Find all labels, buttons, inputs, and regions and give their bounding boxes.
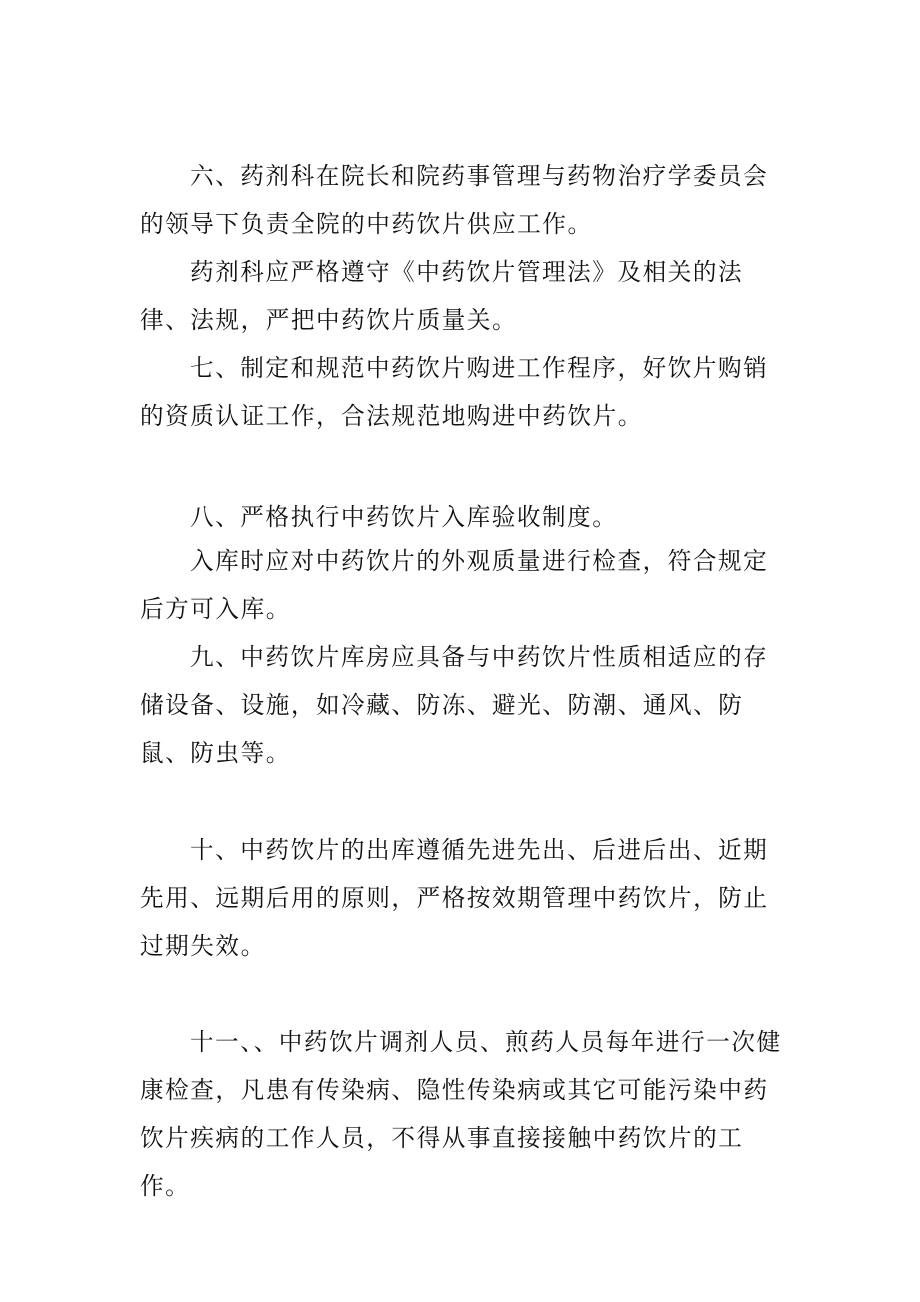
paragraph-nine: 九、中药饮片库房应具备与中药饮片性质相适应的存储设备、设施，如冷藏、防冻、避光、防潮、通风、防鼠、防虫等。 [140, 643, 769, 767]
paragraph-eleven: 十一、、中药饮片调剂人员、煎药人员每年进行一次健康检查，凡患有传染病、隐性传染病或其它可能污染中药饮片疾病的工作人员，不得从事直接接触中药饮片的工作。 [140, 1028, 782, 1200]
paragraph-eight-detail: 入库时应对中药饮片的外观质量进行检查，符合规定后方可入库。 [140, 547, 769, 623]
paragraph-ten: 十、中药饮片的出库遵循先进先出、后进后出、近期先用、远期后用的原则，严格按效期管理中药饮片，防止过期失效。 [140, 836, 769, 960]
paragraph-eight: 八、严格执行中药饮片入库验收制度。 [190, 503, 618, 531]
paragraph-seven: 七、制定和规范中药饮片购进工作程序，好饮片购销的资质认证工作，合法规范地购进中药饮片。 [140, 354, 769, 430]
paragraph-six: 六、药剂科在院长和院药事管理与药物治疗学委员会的领导下负责全院的中药饮片供应工作。 [140, 162, 769, 238]
paragraph-six-detail: 药剂科应严格遵守《中药饮片管理法》及相关的法律、法规，严把中药饮片质量关。 [140, 258, 744, 334]
